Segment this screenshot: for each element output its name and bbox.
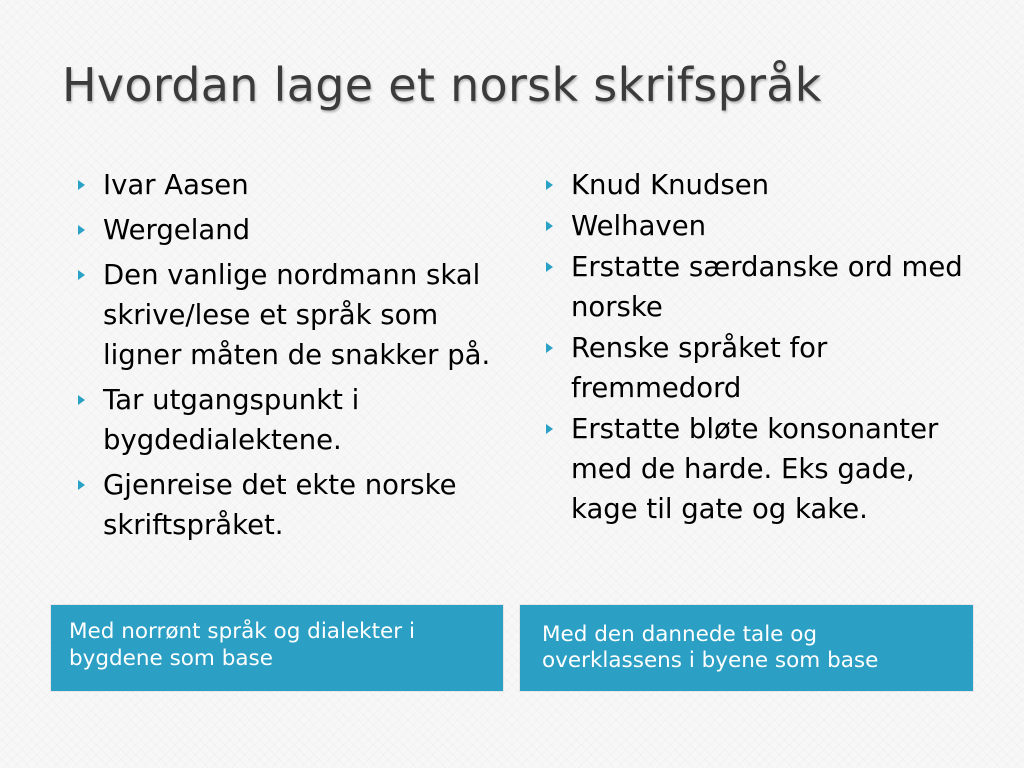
triangle-right-icon — [546, 424, 553, 434]
bullet-text: Erstatte bløte konsonanter med de harde. Eks gade, kage til gate og kake. — [571, 413, 939, 525]
bullet-text: Welhaven — [571, 210, 707, 242]
triangle-right-icon — [546, 262, 553, 272]
right-caption-box — [520, 605, 973, 691]
bullet-text: Renske språket for fremmedord — [571, 332, 828, 404]
right-caption-text: Med den dannede tale og overklassens i byene som base — [542, 622, 879, 673]
list-item — [78, 210, 498, 250]
list-item — [78, 255, 498, 375]
bullet-text: Tar utgangspunkt i bygdedialektene. — [103, 384, 360, 456]
left-bullet-list — [78, 165, 498, 550]
bullet-text: Wergeland — [103, 214, 251, 246]
left-caption-box — [51, 605, 503, 691]
list-item — [78, 380, 498, 460]
triangle-right-icon — [546, 221, 553, 231]
list-item — [546, 328, 976, 408]
triangle-right-icon — [78, 480, 85, 490]
triangle-right-icon — [546, 343, 553, 353]
list-item — [546, 206, 976, 246]
slide-title: Hvordan lage et norsk skrifspråk — [62, 58, 822, 112]
right-bullet-list — [546, 165, 976, 530]
bullet-text: Erstatte særdanske ord med norske — [571, 251, 963, 323]
bullet-text: Knud Knudsen — [571, 169, 770, 201]
list-item — [78, 465, 498, 545]
triangle-right-icon — [78, 225, 85, 235]
triangle-right-icon — [78, 180, 85, 190]
list-item — [78, 165, 498, 205]
bullet-text: Ivar Aasen — [103, 169, 249, 201]
list-item — [546, 165, 976, 205]
triangle-right-icon — [78, 270, 85, 280]
list-item — [546, 409, 976, 529]
bullet-text: Den vanlige nordmann skal skrive/lese et språk som ligner måten de snakker på. — [103, 259, 491, 371]
bullet-text: Gjenreise det ekte norske skriftspråket. — [103, 469, 457, 541]
left-caption-text: Med norrønt språk og dialekter i bygdene som base — [69, 619, 415, 671]
triangle-right-icon — [546, 180, 553, 190]
triangle-right-icon — [78, 395, 85, 405]
list-item — [546, 247, 976, 327]
